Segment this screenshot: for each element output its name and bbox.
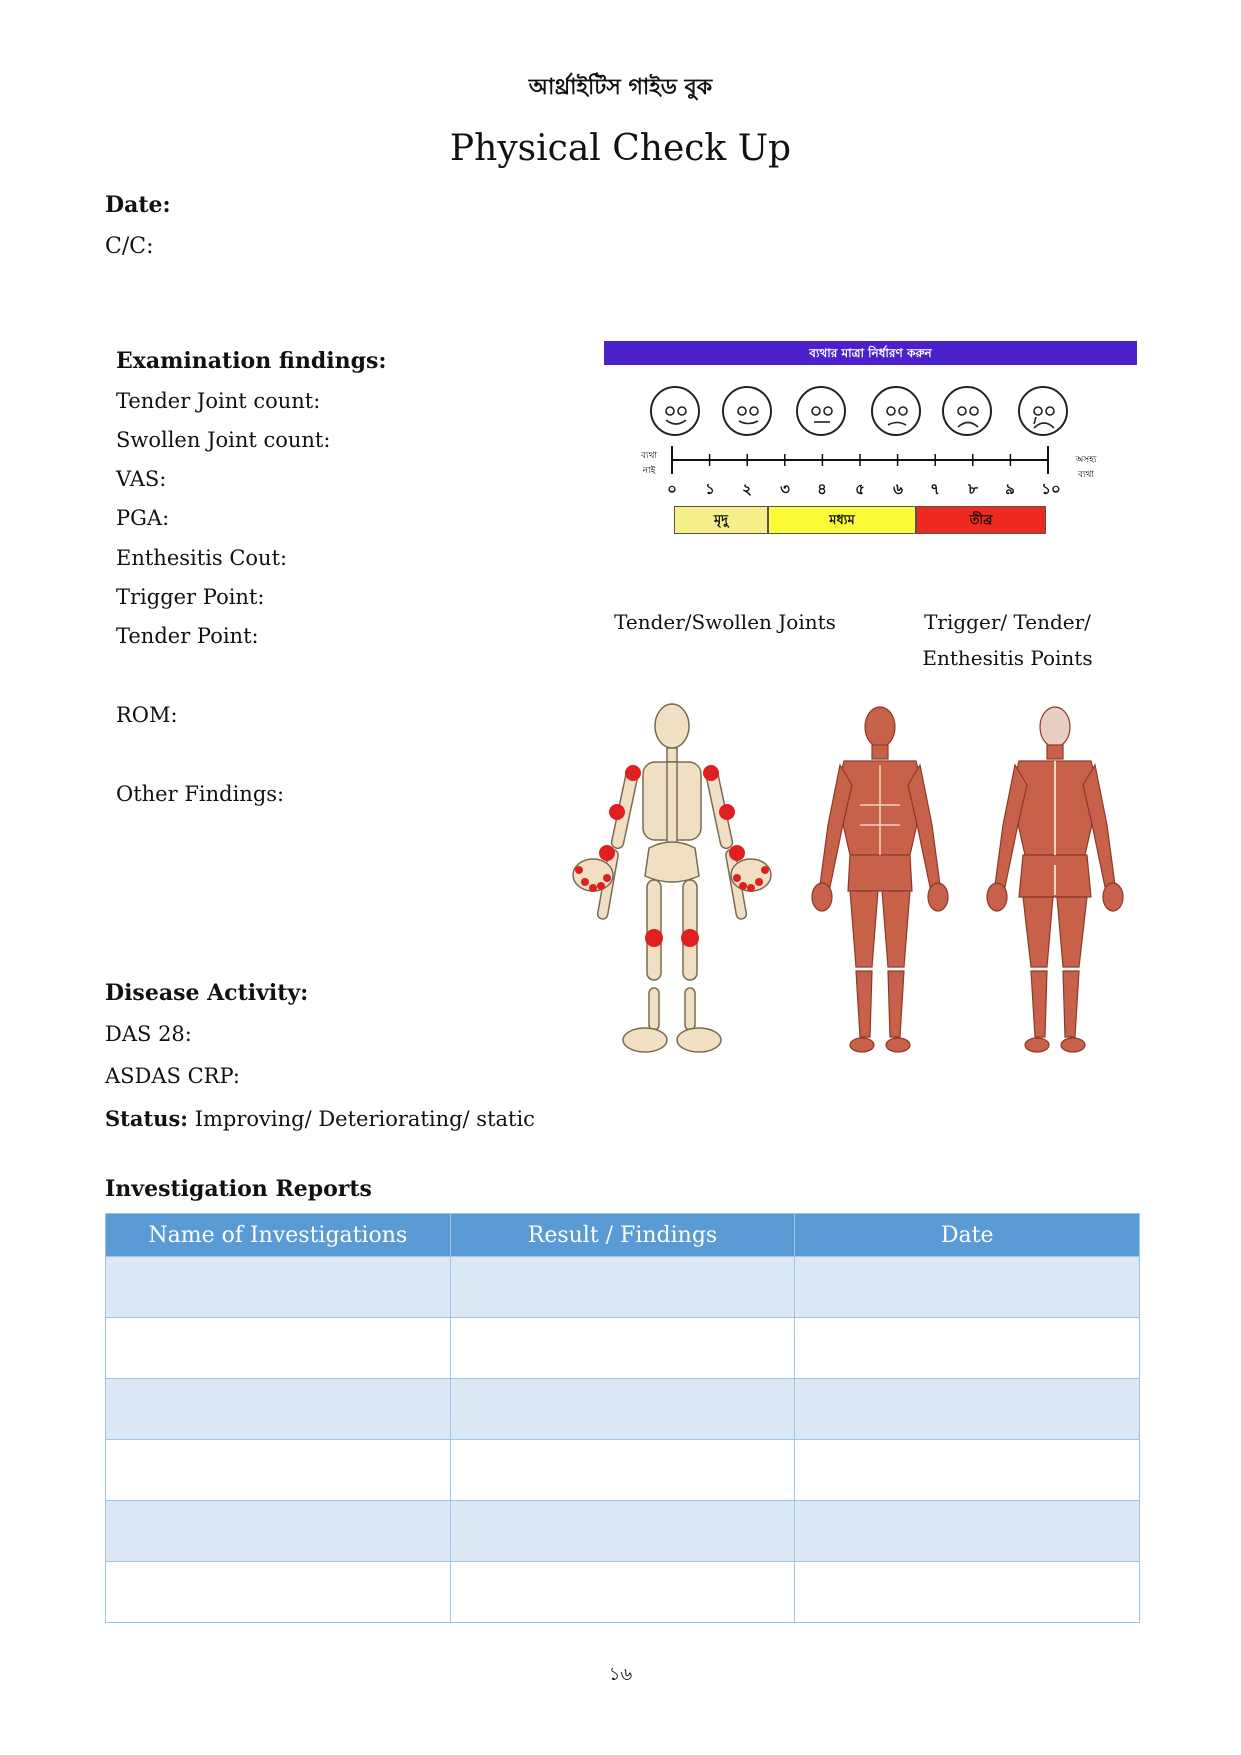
examination-heading: Examination findings: <box>116 348 387 374</box>
status-value: Improving/ Deteriorating/ static <box>194 1107 535 1131</box>
table-cell[interactable] <box>106 1501 451 1562</box>
investigation-heading: Investigation Reports <box>105 1176 372 1202</box>
table-row <box>106 1501 1140 1562</box>
table-cell[interactable] <box>450 1440 795 1501</box>
no-pain-label: ব্যথা নাই <box>640 451 658 476</box>
table-cell[interactable] <box>106 1318 451 1379</box>
status-line <box>105 1106 535 1131</box>
swollen-joint-count-label: Swollen Joint count: <box>116 428 331 452</box>
table-header-row <box>106 1214 1140 1257</box>
date-label: Date: <box>105 192 171 218</box>
caption-trigger-points-line1: Trigger/ Tender/ <box>924 610 1091 634</box>
table-cell[interactable] <box>795 1562 1140 1623</box>
severity-mild: মৃদু <box>674 506 768 534</box>
column-header-name: Name of Investigations <box>106 1214 451 1257</box>
vas-label: VAS: <box>116 467 167 491</box>
scale-number-5: ৫ <box>855 480 865 498</box>
investigation-table <box>105 1213 1140 1623</box>
severity-severe: তীব্র <box>916 506 1046 534</box>
muscle-diagram-back <box>975 705 1135 1060</box>
pga-label: PGA: <box>116 506 170 530</box>
table-cell[interactable] <box>450 1318 795 1379</box>
rom-label: ROM: <box>116 703 178 727</box>
page-number: ১৬ <box>608 1664 633 1685</box>
scale-number-0: ০ <box>667 480 677 498</box>
trigger-point-label: Trigger Point: <box>116 585 265 609</box>
table-row <box>106 1440 1140 1501</box>
table-cell[interactable] <box>450 1379 795 1440</box>
table-row <box>106 1257 1140 1318</box>
table-cell[interactable] <box>795 1318 1140 1379</box>
table-cell[interactable] <box>795 1501 1140 1562</box>
column-header-result: Result / Findings <box>450 1214 795 1257</box>
scale-number-4: ৪ <box>817 480 827 498</box>
other-findings-label: Other Findings: <box>116 782 285 806</box>
table-cell[interactable] <box>106 1440 451 1501</box>
scale-number-3: ৩ <box>780 480 790 498</box>
page-title: Physical Check Up <box>449 128 792 169</box>
tender-point-label: Tender Point: <box>116 624 259 648</box>
cc-label: C/C: <box>105 234 154 259</box>
table-row <box>106 1379 1140 1440</box>
table-row <box>106 1562 1140 1623</box>
scale-number-7: ৭ <box>930 480 940 498</box>
scale-number-9: ৯ <box>1005 480 1015 498</box>
table-row <box>106 1318 1140 1379</box>
scale-number-1: ১ <box>705 480 715 498</box>
skeleton-diagram <box>565 700 780 1065</box>
scale-number-6: ৬ <box>893 480 903 498</box>
table-cell[interactable] <box>450 1501 795 1562</box>
table-cell[interactable] <box>795 1440 1140 1501</box>
table-cell[interactable] <box>795 1257 1140 1318</box>
caption-trigger-points-line2: Enthesitis Points <box>922 646 1093 670</box>
table-cell[interactable] <box>450 1562 795 1623</box>
scale-number-8: ৮ <box>968 480 978 498</box>
enthesitis-count-label: Enthesitis Cout: <box>116 546 288 570</box>
book-title: আর্থ্রাইটিস গাইড বুক <box>528 75 713 100</box>
status-label: Status: <box>105 1106 189 1131</box>
table-cell[interactable] <box>106 1379 451 1440</box>
disease-activity-heading: Disease Activity: <box>105 980 309 1006</box>
column-header-date: Date <box>795 1214 1140 1257</box>
tender-joint-count-label: Tender Joint count: <box>116 389 321 413</box>
das28-label: DAS 28: <box>105 1022 192 1046</box>
scale-number-2: ২ <box>742 480 752 498</box>
table-cell[interactable] <box>106 1257 451 1318</box>
muscle-diagram-front <box>800 705 960 1060</box>
asdas-crp-label: ASDAS CRP: <box>105 1064 240 1088</box>
scale-number-10: ১০ <box>1041 480 1061 498</box>
pain-scale-title: ব্যথার মাত্রা নির্ধারণ করুন <box>604 341 1137 365</box>
severity-moderate: মধ্যম <box>768 506 916 534</box>
table-cell[interactable] <box>450 1257 795 1318</box>
worst-pain-label: অসহ্য ব্যথা <box>1075 455 1097 480</box>
table-cell[interactable] <box>795 1379 1140 1440</box>
caption-tender-swollen-joints: Tender/Swollen Joints <box>614 610 836 634</box>
table-cell[interactable] <box>106 1562 451 1623</box>
